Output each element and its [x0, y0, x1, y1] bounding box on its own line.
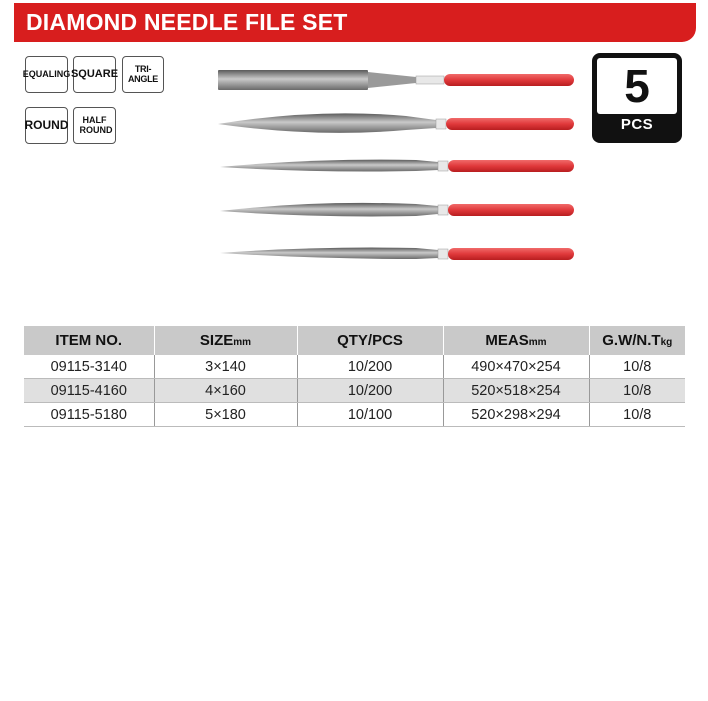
cell-qty: 10/200: [297, 355, 443, 379]
file-square: [220, 203, 574, 217]
piece-unit: PCS: [620, 116, 654, 133]
file-round: [220, 160, 574, 172]
table-row: [24, 403, 685, 427]
cell-weight: 10/8: [589, 403, 685, 427]
cell-meas: 490×470×254: [443, 355, 589, 379]
table-row: [24, 379, 685, 403]
table-row: [24, 355, 685, 379]
cell-item: 09115-4160: [24, 379, 154, 403]
shape-label: TRI-ANGLE: [127, 64, 158, 84]
cell-item: 09115-3140: [24, 355, 154, 379]
shape-label: HALF ROUND: [79, 115, 113, 135]
spec-table: [24, 326, 685, 427]
cell-item: 09115-5180: [24, 403, 154, 427]
col-header-size: SIZEmm: [154, 326, 297, 355]
cell-weight: 10/8: [589, 379, 685, 403]
file-half-round: [218, 113, 574, 133]
shape-tri-angle: [122, 56, 164, 93]
piece-count-badge: [592, 53, 682, 143]
shape-square: [70, 56, 119, 93]
title-banner: [14, 3, 696, 42]
file-equaling: [218, 70, 574, 90]
table-header-row: [24, 326, 685, 355]
shape-label: EQUALING: [22, 68, 71, 79]
piece-count: 5: [597, 58, 677, 114]
cell-qty: 10/200: [297, 379, 443, 403]
cell-size: 5×180: [154, 403, 297, 427]
cell-size: 3×140: [154, 355, 297, 379]
file-tri-angle: [220, 248, 574, 260]
col-header-weight: G.W/N.Tkg: [589, 326, 685, 355]
shape-round: [25, 107, 68, 144]
col-header-qty: QTY/PCS: [297, 326, 443, 355]
needle-files-illustration: [216, 60, 580, 270]
cell-meas: 520×518×254: [443, 379, 589, 403]
shape-label: SQUARE: [70, 67, 119, 80]
cell-weight: 10/8: [589, 355, 685, 379]
cell-meas: 520×298×294: [443, 403, 589, 427]
page-title: DIAMOND NEEDLE FILE SET: [26, 9, 348, 35]
col-header-meas: MEASmm: [443, 326, 589, 355]
cell-qty: 10/100: [297, 403, 443, 427]
shape-label: ROUND: [24, 118, 69, 133]
shape-half-round: [73, 107, 116, 144]
shape-equaling: [22, 56, 71, 93]
col-header-item: ITEM NO.: [24, 326, 154, 355]
cell-size: 4×160: [154, 379, 297, 403]
